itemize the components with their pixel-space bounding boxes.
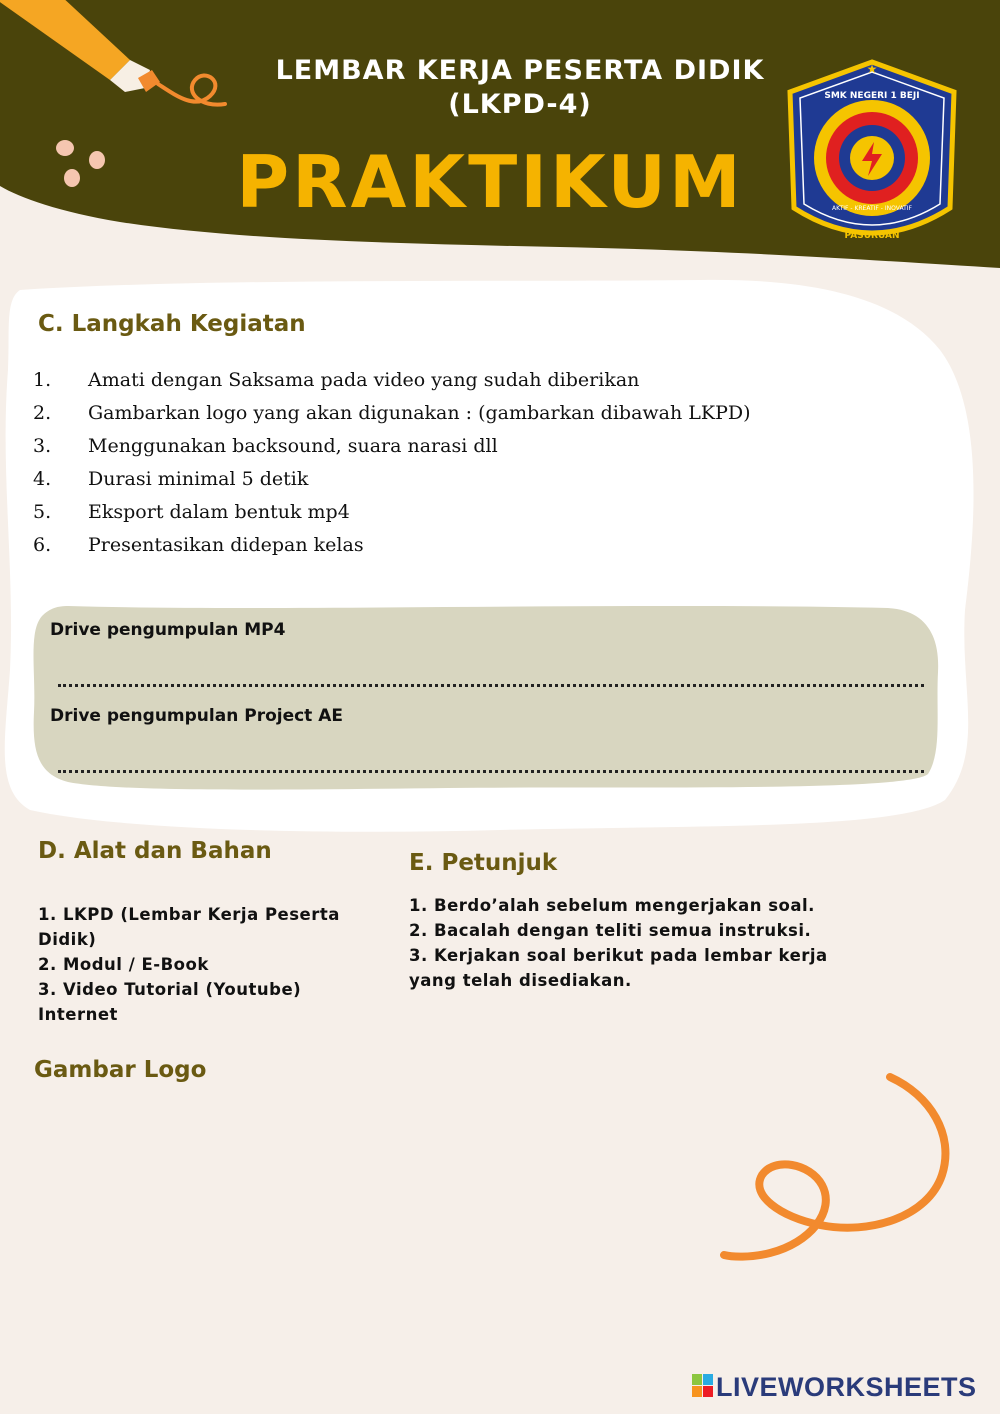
step-text: Eksport dalam bentuk mp4	[88, 501, 350, 523]
section-e-heading: E. Petunjuk	[409, 850, 558, 876]
worksheet-title: LEMBAR KERJA PESERTA DIDIK	[275, 55, 765, 86]
step-item	[33, 534, 364, 556]
list-item: 2. Modul / E-Book	[38, 955, 209, 974]
list-item: Didik)	[38, 930, 97, 949]
svg-text:★: ★	[866, 62, 878, 76]
list-item: 3. Video Tutorial (Youtube)	[38, 980, 302, 999]
drive-project-label: Drive pengumpulan Project AE	[50, 706, 344, 726]
step-item	[33, 402, 751, 424]
list-item: 1. LKPD (Lembar Kerja Peserta	[38, 905, 340, 924]
step-item	[33, 435, 498, 457]
step-number: 5.	[33, 501, 52, 523]
step-text: Menggunakan backsound, suara narasi dll	[88, 435, 498, 457]
gambar-logo-heading: Gambar Logo	[34, 1057, 207, 1083]
list-item: 1. Berdo’alah sebelum mengerjakan soal.	[409, 896, 815, 915]
liveworksheets-logo-icon	[692, 1374, 714, 1398]
liveworksheets-brand[interactable]: LIVEWORKSHEETS	[716, 1372, 977, 1402]
list-item: 2. Bacalah dengan teliti semua instruksi.	[409, 921, 812, 940]
school-logo-city: PASURUAN	[844, 231, 900, 241]
school-logo	[782, 58, 962, 254]
step-item	[33, 501, 350, 523]
school-logo-motto: AKTIF - KREATIF - INOVATIF	[832, 205, 912, 212]
list-item: yang telah disediakan.	[409, 971, 632, 990]
step-number: 6.	[33, 534, 52, 556]
section-e-list	[409, 893, 828, 993]
drive-mp4-input[interactable]	[58, 684, 924, 687]
worksheet-subtitle: (LKPD-4)	[448, 89, 592, 120]
main-title: PRAKTIKUM	[236, 140, 744, 224]
step-text: Presentasikan didepan kelas	[88, 534, 364, 556]
school-logo-name: SMK NEGERI 1 BEJI	[824, 91, 920, 101]
step-number: 4.	[33, 468, 52, 490]
drive-project-input[interactable]	[58, 770, 924, 773]
section-c-heading: C. Langkah Kegiatan	[38, 311, 306, 337]
step-number: 2.	[33, 402, 52, 424]
step-text: Gambarkan logo yang akan digunakan : (gambarkan dibawah LKPD)	[88, 402, 751, 424]
step-number: 3.	[33, 435, 52, 457]
list-item: 3. Kerjakan soal berikut pada lembar kerja	[409, 946, 828, 965]
drive-mp4-label: Drive pengumpulan MP4	[50, 620, 286, 640]
step-text: Amati dengan Saksama pada video yang sudah diberikan	[88, 369, 640, 391]
step-item	[33, 369, 639, 391]
step-item	[33, 468, 308, 490]
list-item: Internet	[38, 1005, 118, 1024]
step-number: 1.	[33, 369, 52, 391]
squiggle-decoration-icon	[710, 1065, 970, 1275]
section-d-list	[38, 902, 340, 1027]
section-d-heading: D. Alat dan Bahan	[38, 838, 272, 864]
step-text: Durasi minimal 5 detik	[88, 468, 309, 490]
